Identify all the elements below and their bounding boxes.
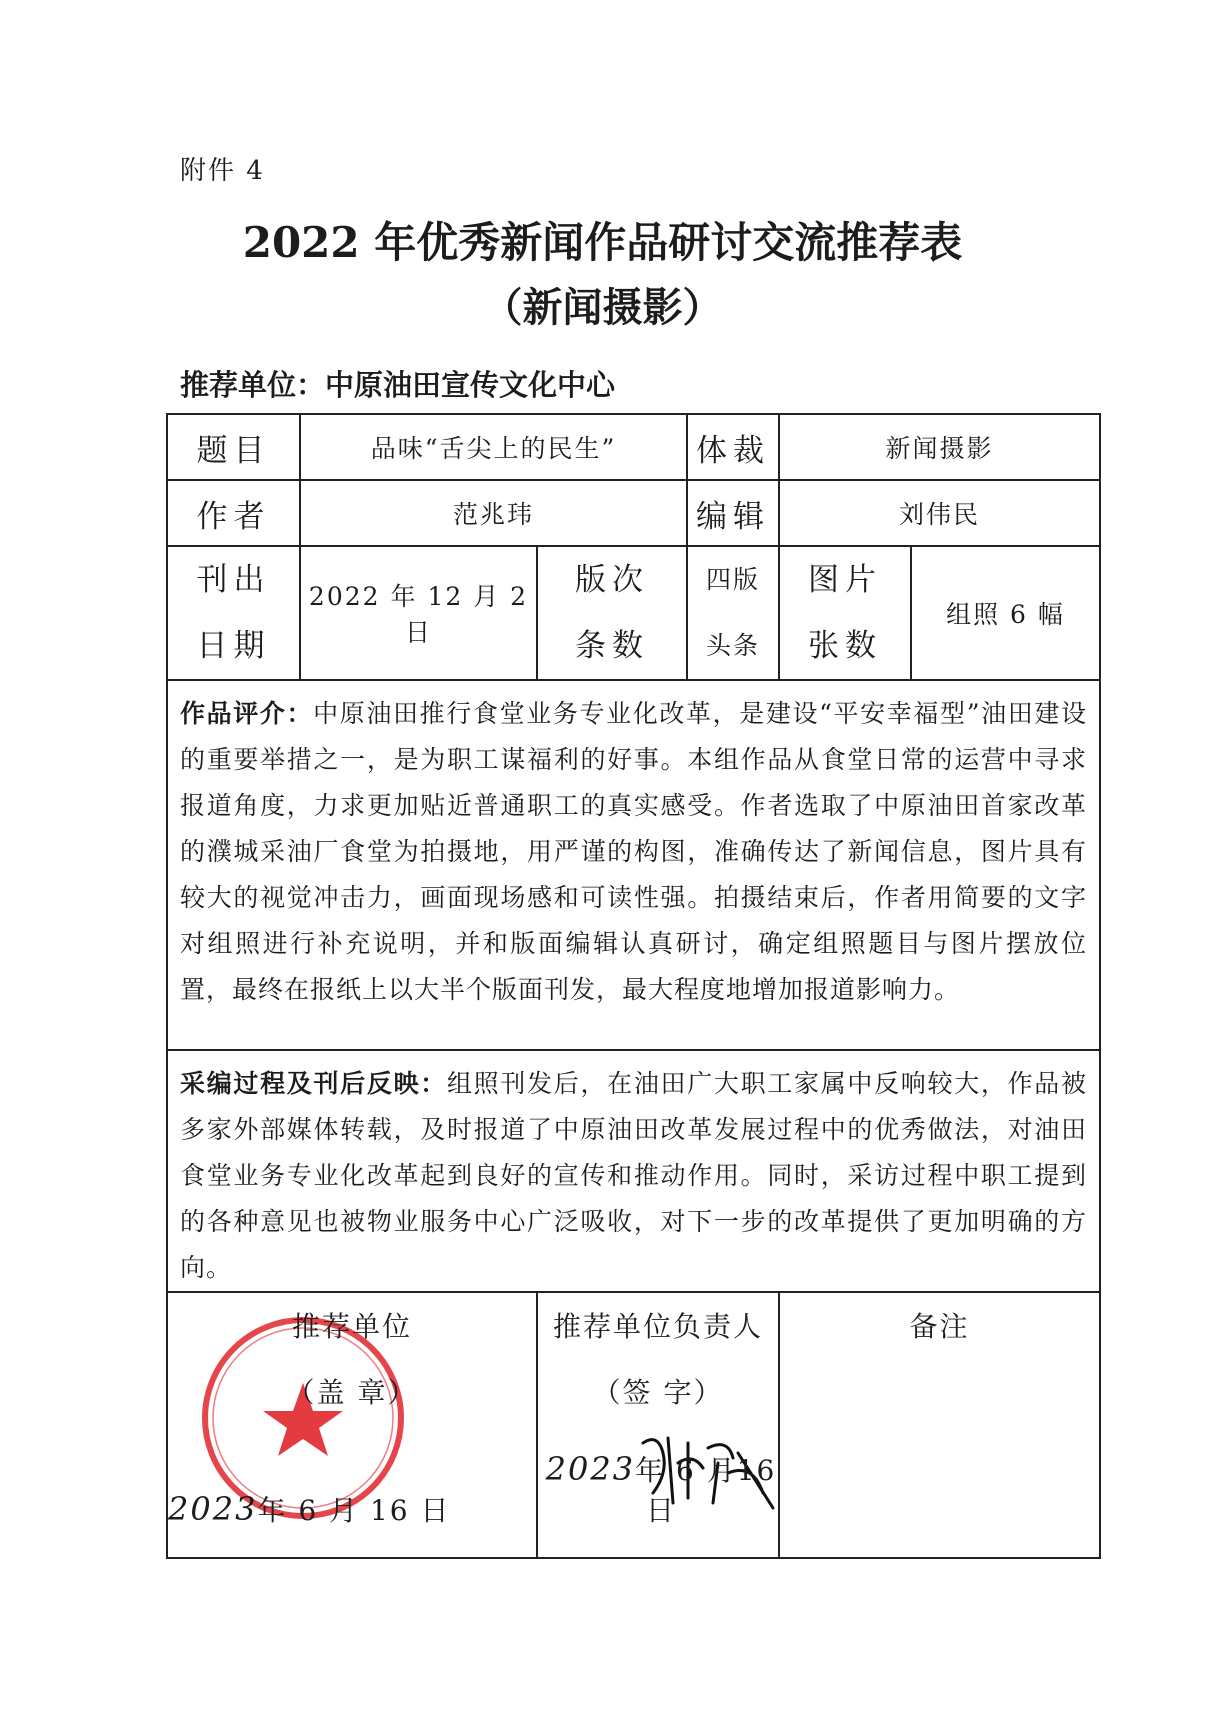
row-process: [167, 1050, 1100, 1292]
remarks-title: 备注: [909, 1310, 970, 1343]
review-label: 作品评介：: [180, 699, 314, 728]
value-pubdate: 2022 年 12 月 2 日: [300, 546, 537, 680]
row-title: [167, 414, 1100, 480]
sig-leader-date: [544, 1449, 778, 1529]
label-author: 作者: [167, 480, 300, 546]
value-edition-line1: 四版: [705, 565, 760, 594]
row-review: [167, 680, 1100, 1050]
process-cell: [167, 1050, 1100, 1292]
label-photos: [779, 546, 911, 680]
sig-leader-title: 推荐单位负责人: [552, 1310, 763, 1343]
sig-unit-title: 推荐单位: [291, 1310, 412, 1343]
recommendation-table: [166, 413, 1101, 1559]
review-text: 中原油田推行食堂业务专业化改革，是建设“平安幸福型”油田建设的重要举措之一，是为职工谋福利的好事。本组作品从食堂日常的运营中寻求报道角度，力求更加贴近普通职工的真实感受。作者选取了中原油田首家改革的濮城采油厂食堂为拍摄地，用严谨的构图，准确传达了新闻信息，图片具有较大的视觉冲击力，画面现场感和可读性强。拍摄结束后，作者用简要的文字对组照进行补充说明，并和版面编辑认真研讨，确定组照题目与图片摆放位置，最终在报纸上以大半个版面刊发，最大程度地增加报道影响力。: [180, 699, 1088, 1004]
value-author: 范兆玮: [300, 480, 687, 546]
review-cell: [167, 680, 1100, 1050]
row-publication: [167, 546, 1100, 680]
sig-leader-date-rest: 年 6 月16 日: [635, 1454, 777, 1527]
row-signatures: [167, 1292, 1100, 1558]
label-title: 题目: [167, 414, 300, 480]
label-edition-line2: 条数: [575, 628, 649, 664]
label-pubdate: [167, 546, 300, 680]
value-genre: 新闻摄影: [779, 414, 1100, 480]
value-edition-line2: 头条: [705, 631, 760, 660]
sig-unit-date-year: 2023: [168, 1490, 258, 1528]
sig-col-leader: [537, 1292, 779, 1558]
sig-unit-date: [168, 1489, 450, 1529]
label-photos-line1: 图片: [808, 562, 882, 598]
process-label: 采编过程及刊后反映：: [180, 1069, 447, 1098]
sig-leader-sub: （签 字）: [592, 1376, 724, 1409]
form-title: 2022 年优秀新闻作品研讨交流推荐表: [242, 218, 963, 267]
label-editor: 编辑: [687, 480, 779, 546]
recommend-unit: 推荐单位：中原油田宣传文化中心: [180, 368, 616, 402]
label-pubdate-line2: 日期: [196, 628, 271, 664]
value-edition: [687, 546, 779, 680]
sig-unit-sub: （盖 章）: [286, 1376, 418, 1409]
form-subtitle: （新闻摄影）: [482, 284, 723, 331]
label-edition-line1: 版次: [575, 562, 649, 598]
process-text: 组照刊发后，在油田广大职工家属中反响较大，作品被多家外部媒体转载，及时报道了中原油田改革发展过程中的优秀做法，对油田食堂业务专业化改革起到良好的宣传和推动作用。同时，采访过程中职工提到的各种意见也被物业服务中心广泛吸收，对下一步的改革提供了更加明确的方向。: [180, 1069, 1088, 1282]
label-photos-line2: 张数: [808, 628, 882, 664]
sig-unit-date-rest: 年 6 月 16 日: [257, 1494, 451, 1527]
sig-col-remarks: [779, 1292, 1100, 1558]
value-title: 品味“舌尖上的民生”: [300, 414, 687, 480]
sig-col-unit: [167, 1292, 537, 1558]
value-photos: 组照 6 幅: [911, 546, 1100, 680]
label-genre: 体裁: [687, 414, 779, 480]
sig-leader-date-year: 2023: [545, 1450, 636, 1488]
label-pubdate-line1: 刊出: [196, 562, 271, 598]
label-edition: [537, 546, 687, 680]
row-author: [167, 480, 1100, 546]
attachment-label: 附件 4: [180, 156, 265, 186]
value-editor: 刘伟民: [779, 480, 1100, 546]
